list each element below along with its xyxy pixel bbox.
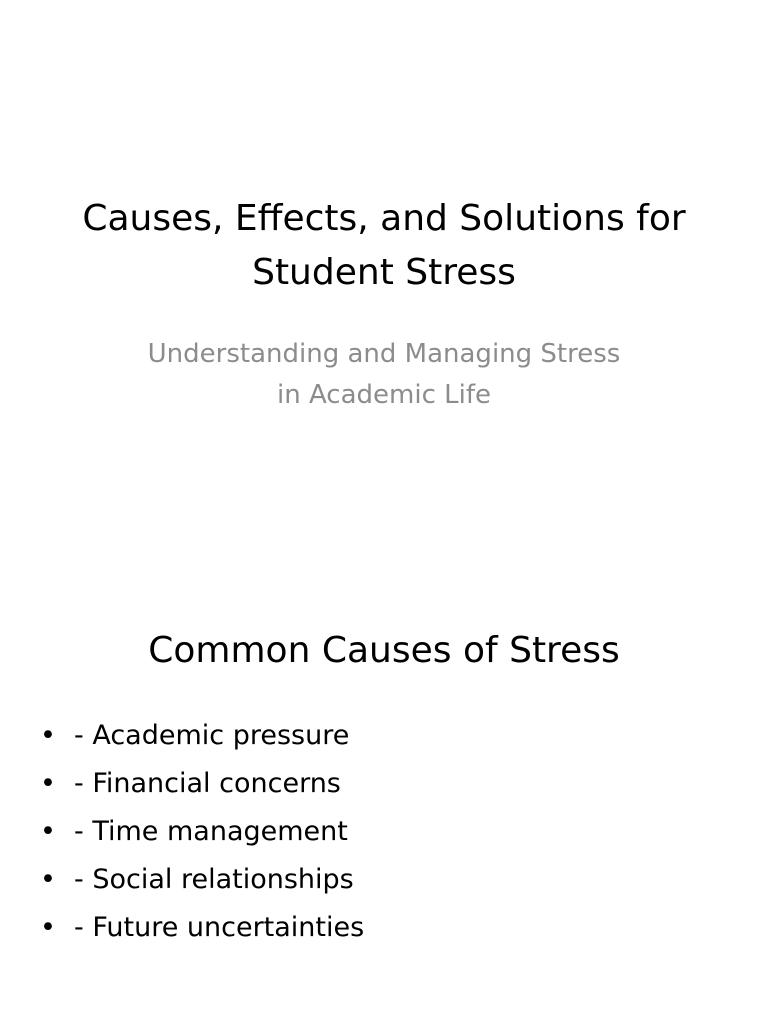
bullet-text: - Social relationships xyxy=(74,864,354,895)
bullet-icon: • xyxy=(40,816,56,847)
slide-subtitle xyxy=(100,334,668,416)
bullet-icon: • xyxy=(40,720,56,751)
bullet-text: - Future uncertainties xyxy=(74,912,365,943)
bullet-item xyxy=(40,808,728,856)
bullet-text: - Academic pressure xyxy=(74,720,350,751)
bullet-item xyxy=(40,904,728,952)
bullet-text: - Financial concerns xyxy=(74,768,341,799)
bullet-icon: • xyxy=(40,912,56,943)
slide-title: Causes, Effects, and Solutions for Student Stress xyxy=(82,198,686,293)
bullet-icon: • xyxy=(40,768,56,799)
bullet-item xyxy=(40,712,728,760)
slide-title: Common Causes of Stress xyxy=(148,630,620,671)
subtitle-line: Understanding and Managing Stress xyxy=(147,339,621,369)
bullet-item xyxy=(40,760,728,808)
content-slide xyxy=(0,512,768,1024)
bullet-icon: • xyxy=(40,864,56,895)
subtitle-line: in Academic Life xyxy=(277,380,491,410)
bullet-item xyxy=(40,856,728,904)
bullet-text: - Time management xyxy=(74,816,348,847)
bullet-list xyxy=(40,712,728,952)
